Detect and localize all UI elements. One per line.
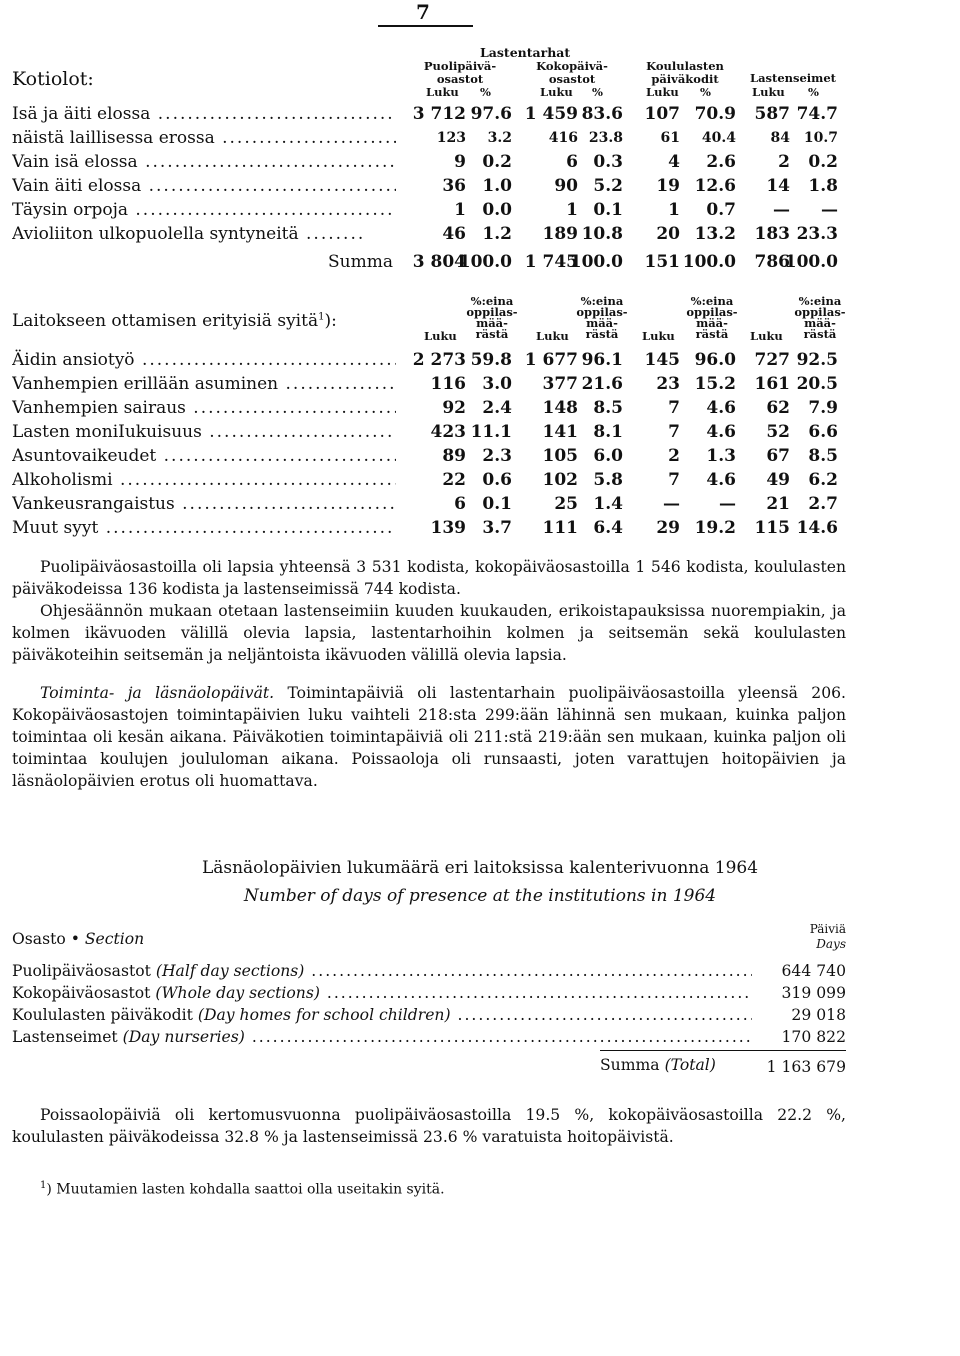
cell-pct: 2.7 [808,494,838,514]
cell-luku: 2 [778,152,790,172]
cell-pct: 4.6 [706,422,736,442]
cell-luku: 151 [644,252,680,272]
cell-luku: — [663,494,680,514]
cell-pct: 70.9 [694,104,736,124]
cell-pct: 1.2 [482,224,512,244]
summa-label: Summa [328,252,393,272]
row-label: Muut syyt ..... [12,516,396,540]
col-group-whole-day: Kokopäivä- osastot [536,59,608,86]
cell-pct: 8.5 [593,398,623,418]
sub-pct-3: % [700,85,711,99]
cell-luku: 115 [754,518,790,538]
cell-luku: 161 [754,374,790,394]
row-label: Vanhempien sairaus ..... [12,396,396,420]
cell-luku: 107 [644,104,680,124]
cell-pct: 1.3 [706,446,736,466]
cell-pct: 1.0 [482,176,512,196]
days-col-header: Päiviä Days [809,922,846,951]
cell-pct: 5.2 [593,176,623,196]
col-group-school-day-homes: Koululasten päiväkodit [646,59,724,86]
pct-header-4: %:eina oppilas- mää- rästä [794,294,846,341]
cell-luku: 6 [566,152,578,172]
cell-luku: 116 [430,374,466,394]
cell-pct: 0.3 [593,152,623,172]
cell-pct: 3.0 [482,374,512,394]
cell-pct: 83.6 [581,104,623,124]
row-label: Avioliiton ulkopuolella syntyneitä ..... [12,222,364,246]
cell-luku: 1 677 [524,350,578,370]
cell-luku: 1 [668,200,680,220]
days-table-title-fi: Läsnäolopäivien lukumäärä eri laitoksissa kalenterivuonna 1964 [201,858,759,878]
cell-pct: — [821,200,838,220]
cell-pct: 23.8 [588,130,623,146]
cell-pct: 40.4 [701,130,736,146]
cell-luku: 2 [668,446,680,466]
col-group-day-nurseries: Lastenseimet [750,71,836,85]
row-label: Isä ja äiti elossa ..... [12,102,396,126]
col-group-half-day: Puolipäivä- osastot [423,59,497,86]
cell-pct: 23.3 [796,224,838,244]
cell-luku: 423 [430,422,466,442]
paragraph-absence: Poissaolopäiviä oli kertomusvuonna puolipäiväosastoilla 19.5 %, kokopäiväosastoilla 22.2 %, koululasten päiväkodeissa 32.8 % ja lastenseimissä 23.6 % varatuista hoitopäivistä. [12,1106,846,1146]
cell-pct: 0.1 [482,494,512,514]
cell-luku: 14 [766,176,790,196]
cell-pct: 4.6 [706,398,736,418]
row-label: Vain äiti elossa ..... [12,174,396,198]
cell-luku: 9 [454,152,466,172]
cell-luku: 141 [542,422,578,442]
cell-pct: 6.2 [808,470,838,490]
cell-luku: 1 [566,200,578,220]
cell-pct: 7.9 [808,398,838,418]
activity-days-text: Toimintapäiviä oli lastentarhain puolipäiväosastoilla yleensä 206. Kokopäiväosastojen toimintapäivien luku vaihteli 218:sta 299:ään lähinnä sen mukaan, kuinka paljon toimintaa oli kesän aikana. Päiväkotien toimintapäiviä oli 211:stä 219:ään sen mukaan, kuinka paljon oli toimintaa koulujen joululoman aikana. Poissaoloja oli runsaasti, joten varattujen hoitopäivien ja läsnäolopäivien erotus oli huomattava. [12,684,846,790]
days-table-title-en: Number of days of presence at the institutions in 1964 [243,886,717,906]
sub-pct-1: % [480,85,491,99]
cell-pct: 8.1 [593,422,623,442]
cell-pct: 8.5 [808,446,838,466]
cell-luku: 145 [644,350,680,370]
cell-luku: 7 [668,422,680,442]
cell-pct: 10.7 [803,130,838,146]
cell-luku: 3 712 [412,104,466,124]
row-label: Täysin orpoja ..... [12,198,396,222]
cell-luku: 19 [656,176,680,196]
pct-header-2: %:eina oppilas- mää- rästä [576,294,628,341]
row-label: näistä laillisessa erossa ..... [12,126,396,150]
cell-pct: 2.6 [706,152,736,172]
cell-pct: 10.8 [581,224,623,244]
cell-luku: 416 [548,130,578,146]
row-label: Alkoholismi ..... [12,468,396,492]
sub-pct-2: % [592,85,603,99]
cell-luku: 4 [668,152,680,172]
cell-pct: 97.6 [470,104,512,124]
days-row-label: Kokopäiväosastot (Whole day sections) ..... [12,982,752,1004]
luku-header-4: Luku [750,329,783,343]
page-number: 7 [416,0,430,24]
cell-pct: 6.4 [593,518,623,538]
cell-pct: 0.6 [482,470,512,490]
cell-pct: 0.2 [482,152,512,172]
cell-pct: 100.0 [569,252,623,272]
days-value: 29 018 [791,1006,846,1024]
cell-luku: 7 [668,398,680,418]
paragraph-activity-days [12,682,846,792]
cell-luku: 1 [454,200,466,220]
activity-days-heading: Toiminta- ja läsnäolopäivät. [40,684,275,702]
cell-pct: 100.0 [784,252,838,272]
cell-pct: 3.7 [482,518,512,538]
cell-luku: 727 [754,350,790,370]
cell-pct: 0.1 [593,200,623,220]
cell-luku: 29 [656,518,680,538]
cell-pct: 0.2 [808,152,838,172]
cell-luku: 2 273 [412,350,466,370]
row-label: Vain isä elossa ..... [12,150,396,174]
cell-luku: 20 [656,224,680,244]
cell-luku: 3 804 [412,252,466,272]
cell-luku: 189 [542,224,578,244]
cell-luku: 90 [554,176,578,196]
days-row-label: Koululasten päiväkodit (Day homes for school children) ..... [12,1004,752,1026]
cell-luku: 22 [442,470,466,490]
cell-luku: 377 [542,374,578,394]
cell-pct: 19.2 [694,518,736,538]
cell-luku: 49 [766,470,790,490]
cell-pct: 0.0 [482,200,512,220]
days-row-label: Lastenseimet (Day nurseries) ..... [12,1026,752,1048]
cell-pct: 13.2 [694,224,736,244]
cell-luku: 84 [770,130,790,146]
cell-pct: 12.6 [694,176,736,196]
cell-pct: 1.4 [593,494,623,514]
paragraph-homes: Puolipäiväosastoilla oli lapsia yhteensä 3 531 kodista, kokopäiväosastoilla 1 546 kodista, koululasten päiväkodeissa 136 kodista ja lastenseimissä 744 kodista. [12,558,846,598]
cell-luku: 52 [766,422,790,442]
cell-pct: 59.8 [470,350,512,370]
cell-pct: 100.0 [682,252,736,272]
luku-header-2: Luku [536,329,569,343]
cell-luku: 183 [754,224,790,244]
cell-luku: 102 [542,470,578,490]
kindergartens-group-header: Lastentarhat [480,45,571,60]
cell-pct: 96.0 [694,350,736,370]
sub-pct-4: % [808,85,819,99]
cell-luku: 67 [766,446,790,466]
days-row-label: Puolipäiväosastot (Half day sections) ..... [12,960,752,982]
cell-luku: 92 [442,398,466,418]
cell-luku: 21 [766,494,790,514]
row-label: Asuntovaikeudet ..... [12,444,396,468]
cell-pct: 14.6 [796,518,838,538]
cell-pct: 4.6 [706,470,736,490]
page-number-rule [378,25,473,27]
cell-pct: 74.7 [796,104,838,124]
luku-header-3: Luku [642,329,675,343]
cell-pct: 0.7 [706,200,736,220]
pct-header-3: %:eina oppilas- mää- rästä [686,294,738,341]
cell-luku: 148 [542,398,578,418]
cell-pct: 15.2 [694,374,736,394]
admission-reasons-title: Laitokseen ottamisen erityisiä syitä$^1$): [12,311,337,331]
days-total-value: 1 163 679 [766,1058,846,1076]
paragraph-admission-rules: Ohjesäännön mukaan otetaan lastenseimiin kuuden kuukauden, erikoistapauksissa nuorempiakin, ja kolmen ikävuoden välillä olevia lapsia, lastentarhoihin kolmen ja seitsemän sekä koululasten päiväkoteihin seitsemän ja neljäntoista ikävuoden välillä olevia lapsia. [12,602,846,664]
cell-luku: 7 [668,470,680,490]
cell-luku: 1 745 [524,252,578,272]
cell-pct: 5.8 [593,470,623,490]
days-value: 644 740 [781,962,846,980]
cell-luku: 46 [442,224,466,244]
cell-pct: 20.5 [796,374,838,394]
cell-pct: 6.0 [593,446,623,466]
days-total-label: Summa (Total) [600,1056,716,1074]
cell-luku: 62 [766,398,790,418]
cell-luku: 105 [542,446,578,466]
cell-pct: 1.8 [808,176,838,196]
row-label: Vanhempien erillään asuminen ..... [12,372,396,396]
cell-luku: 786 [754,252,790,272]
cell-pct: 3.2 [487,130,512,146]
sub-luku-4: Luku [752,85,785,99]
cell-luku: 61 [660,130,680,146]
sub-luku-3: Luku [646,85,679,99]
cell-luku: 123 [436,130,466,146]
cell-pct: 2.3 [482,446,512,466]
total-divider [600,1050,846,1051]
sub-luku-2: Luku [540,85,573,99]
cell-luku: 25 [554,494,578,514]
cell-pct: 92.5 [796,350,838,370]
home-conditions-title: Kotiolot: [12,68,94,90]
row-label: Äidin ansiotyö ..... [12,348,396,372]
days-value: 170 822 [781,1028,846,1046]
cell-luku: 111 [542,518,578,538]
cell-luku: 6 [454,494,466,514]
pct-header-1: %:eina oppilas- mää- rästä [466,294,518,341]
section-header: Osasto • Section [12,930,145,948]
cell-luku: 587 [754,104,790,124]
sub-luku-1: Luku [426,85,459,99]
cell-luku: 23 [656,374,680,394]
cell-luku: 89 [442,446,466,466]
cell-luku: 36 [442,176,466,196]
luku-header-1: Luku [424,329,457,343]
cell-pct: 6.6 [808,422,838,442]
cell-luku: 139 [430,518,466,538]
cell-luku: 1 459 [524,104,578,124]
cell-luku: — [773,200,790,220]
cell-pct: 96.1 [581,350,623,370]
cell-pct: 100.0 [458,252,512,272]
footnote: $^1$) Muutamien lasten kohdalla saattoi olla useitakin syitä. [40,1180,445,1198]
cell-pct: — [719,494,736,514]
days-value: 319 099 [781,984,846,1002]
cell-pct: 2.4 [482,398,512,418]
row-label: Vankeusrangaistus ..... [12,492,396,516]
row-label: Lasten moniIukuisuus ..... [12,420,396,444]
cell-pct: 11.1 [470,422,512,442]
cell-pct: 21.6 [581,374,623,394]
